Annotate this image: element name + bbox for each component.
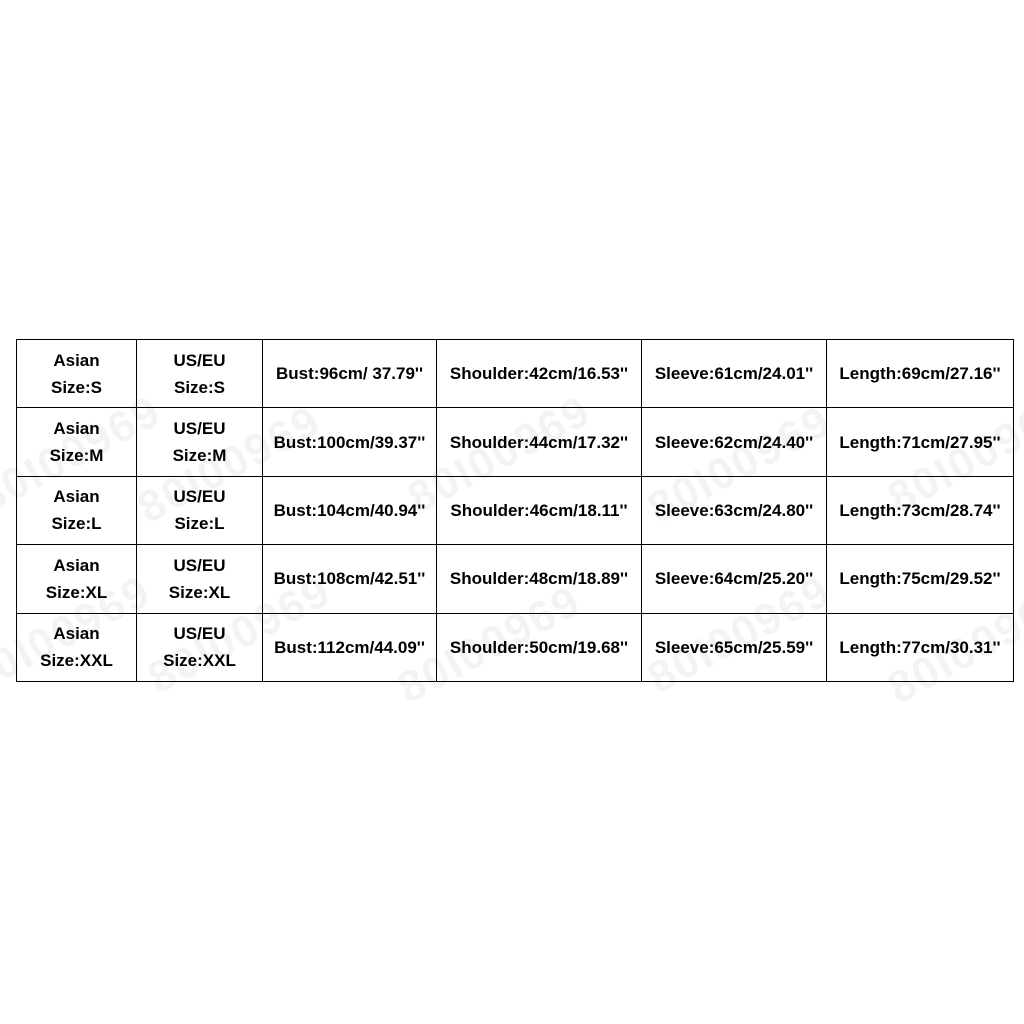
- sleeve-cell: Sleeve:64cm/25.20'': [642, 545, 827, 613]
- sleeve-cell: Sleeve:61cm/24.01'': [642, 340, 827, 408]
- asian-size-value: Size:M: [49, 446, 104, 466]
- us-eu-size-cell: [137, 613, 263, 681]
- sleeve-cell: Sleeve:63cm/24.80'': [642, 476, 827, 544]
- shoulder-cell: Shoulder:42cm/16.53'': [437, 340, 642, 408]
- length-cell: Length:73cm/28.74'': [827, 476, 1014, 544]
- asian-label: Asian: [53, 555, 100, 575]
- length-cell: Length:75cm/29.52'': [827, 545, 1014, 613]
- us-eu-size-value: Size:XXL: [163, 651, 236, 671]
- us-eu-label: US/EU: [173, 350, 226, 370]
- table-row: [17, 476, 1014, 544]
- us-eu-size-value: Size:S: [173, 377, 226, 397]
- length-cell: Length:71cm/27.95'': [827, 408, 1014, 476]
- asian-label: Asian: [53, 624, 100, 644]
- asian-size-cell: [17, 545, 137, 613]
- asian-label: Asian: [53, 419, 100, 439]
- length-cell: Length:77cm/30.31'': [827, 613, 1014, 681]
- asian-size-value: Size:XXL: [40, 651, 113, 671]
- bust-cell: Bust:100cm/39.37'': [263, 408, 437, 476]
- asian-size-value: Size:XL: [45, 582, 108, 602]
- asian-size-value: Size:S: [50, 377, 103, 397]
- asian-size-cell: [17, 408, 137, 476]
- us-eu-size-cell: [137, 408, 263, 476]
- us-eu-label: US/EU: [173, 419, 226, 439]
- us-eu-size-value: Size:M: [172, 446, 227, 466]
- table-row: [17, 545, 1014, 613]
- table-row: [17, 408, 1014, 476]
- us-eu-size-cell: [137, 340, 263, 408]
- us-eu-label: US/EU: [173, 555, 226, 575]
- asian-label: Asian: [53, 487, 100, 507]
- us-eu-size-cell: [137, 545, 263, 613]
- table-row: [17, 340, 1014, 408]
- bust-cell: Bust:104cm/40.94'': [263, 476, 437, 544]
- shoulder-cell: Shoulder:46cm/18.11'': [437, 476, 642, 544]
- us-eu-size-cell: [137, 476, 263, 544]
- asian-size-value: Size:L: [51, 514, 102, 534]
- asian-label: Asian: [53, 350, 100, 370]
- shoulder-cell: Shoulder:48cm/18.89'': [437, 545, 642, 613]
- bust-cell: Bust:112cm/44.09'': [263, 613, 437, 681]
- asian-size-cell: [17, 476, 137, 544]
- size-chart-table: [16, 339, 1014, 682]
- us-eu-label: US/EU: [173, 487, 226, 507]
- us-eu-label: US/EU: [173, 624, 226, 644]
- shoulder-cell: Shoulder:44cm/17.32'': [437, 408, 642, 476]
- bust-cell: Bust:96cm/ 37.79'': [263, 340, 437, 408]
- us-eu-size-value: Size:XL: [168, 582, 231, 602]
- shoulder-cell: Shoulder:50cm/19.68'': [437, 613, 642, 681]
- us-eu-size-value: Size:L: [174, 514, 225, 534]
- sleeve-cell: Sleeve:65cm/25.59'': [642, 613, 827, 681]
- size-chart-body: [17, 340, 1014, 682]
- asian-size-cell: [17, 613, 137, 681]
- sleeve-cell: Sleeve:62cm/24.40'': [642, 408, 827, 476]
- bust-cell: Bust:108cm/42.51'': [263, 545, 437, 613]
- table-row: [17, 613, 1014, 681]
- length-cell: Length:69cm/27.16'': [827, 340, 1014, 408]
- asian-size-cell: [17, 340, 137, 408]
